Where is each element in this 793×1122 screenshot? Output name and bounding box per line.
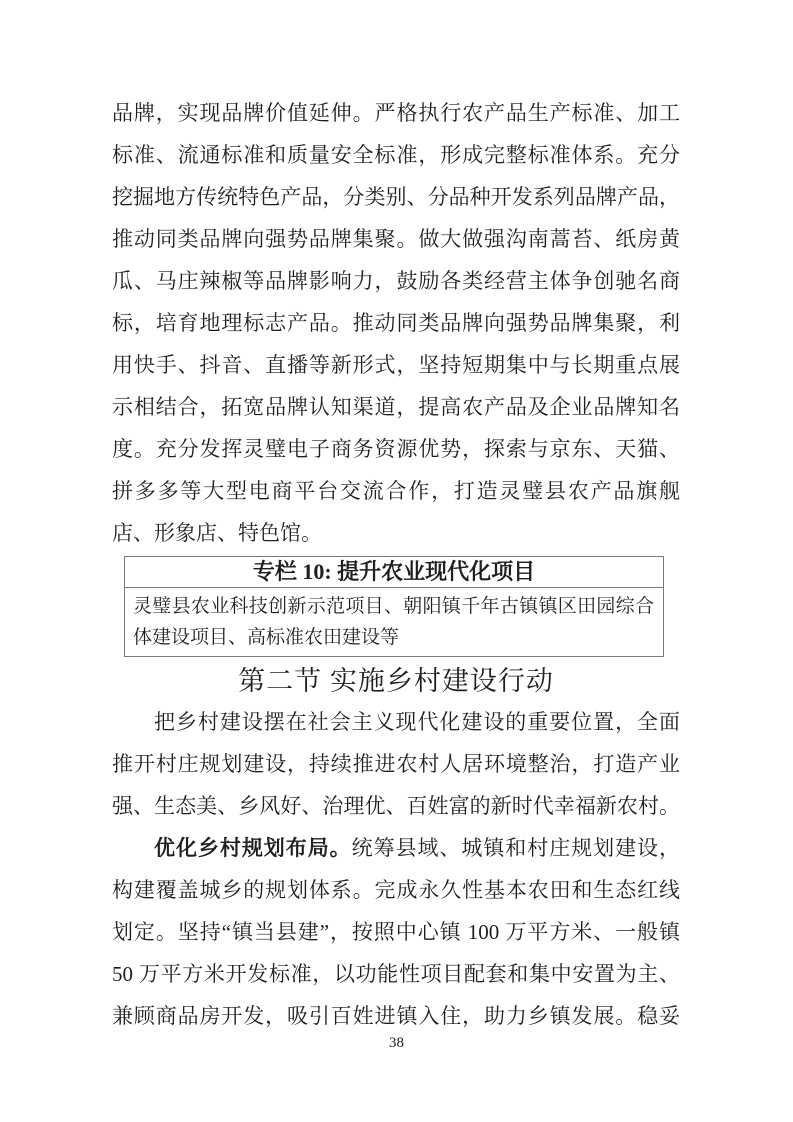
paragraph-brand-building — [112, 92, 680, 554]
page-number: 38 — [389, 1035, 404, 1051]
text-line: 兼顾商品房开发，吸引百姓进镇入住，助力乡镇发展。稳妥 — [112, 1004, 680, 1028]
body-text — [112, 92, 680, 1037]
text-line — [112, 827, 680, 869]
text-line: 把乡村建设摆在社会主义现代化建设的重要位置，全面 — [154, 710, 680, 734]
text-line: 度。充分发挥灵璧电子商务资源优势，探索与京东、天猫、 — [112, 437, 680, 461]
text-line: 标准、流通标准和质量安全标准，形成完整标准体系。充分 — [112, 143, 680, 167]
bold-lead: 优化乡村规划布局。 — [154, 836, 352, 860]
text-line: 50 万平方米开发标准，以功能性项目配套和集中安置为主、 — [112, 962, 680, 986]
column-box-title: 专栏 10: 提升农业现代化项目 — [125, 557, 663, 588]
text-line: 划定。坚持“镇当县建”，按照中心镇 100 万平方米、一般镇 — [112, 920, 680, 944]
text-line: 品牌，实现品牌价值延伸。严格执行农产品生产标准、加工 — [112, 101, 680, 125]
column-box-body — [125, 588, 663, 656]
text-line: 体建设项目、高标准农田建设等 — [133, 627, 400, 648]
text-line: 推动同类品牌向强势品牌集聚。做大做强沟南蒿苔、纸房黄 — [112, 227, 680, 251]
paragraph-rural-construction — [112, 701, 680, 827]
text-line: 强、生态美、乡风好、治理优、百姓富的新时代幸福新农村。 — [112, 794, 680, 818]
text-line: 挖掘地方传统特色产品，分类别、分品种开发系列品牌产品， — [112, 185, 680, 209]
text-line: 示相结合，拓宽品牌认知渠道，提高农产品及企业品牌知名 — [112, 395, 680, 419]
text-line: 标，培育地理标志产品。推动同类品牌向强势品牌集聚，利 — [112, 311, 680, 335]
column-box — [124, 556, 664, 657]
text-line: 店、形象店、特色馆。 — [112, 521, 322, 545]
text-line: 拼多多等大型电商平台交流合作，打造灵璧县农产品旗舰 — [112, 479, 680, 503]
section-heading: 第二节 实施乡村建设行动 — [238, 666, 554, 696]
text-run: 统筹县域、城镇和村庄规划建设， — [351, 836, 680, 860]
text-line: 用快手、抖音、直播等新形式，坚持短期集中与长期重点展 — [112, 353, 680, 377]
text-line: 瓜、马庄辣椒等品牌影响力，鼓励各类经营主体争创驰名商 — [112, 269, 680, 293]
text-line: 推开村庄规划建设，持续推进农村人居环境整治，打造产业 — [112, 752, 680, 776]
text-line: 构建覆盖城乡的规划体系。完成永久性基本农田和生态红线 — [112, 878, 680, 902]
text-line: 灵璧县农业科技创新示范项目、朝阳镇千年古镇镇区田园综合 — [133, 596, 654, 617]
paragraph-village-planning — [112, 827, 680, 1037]
